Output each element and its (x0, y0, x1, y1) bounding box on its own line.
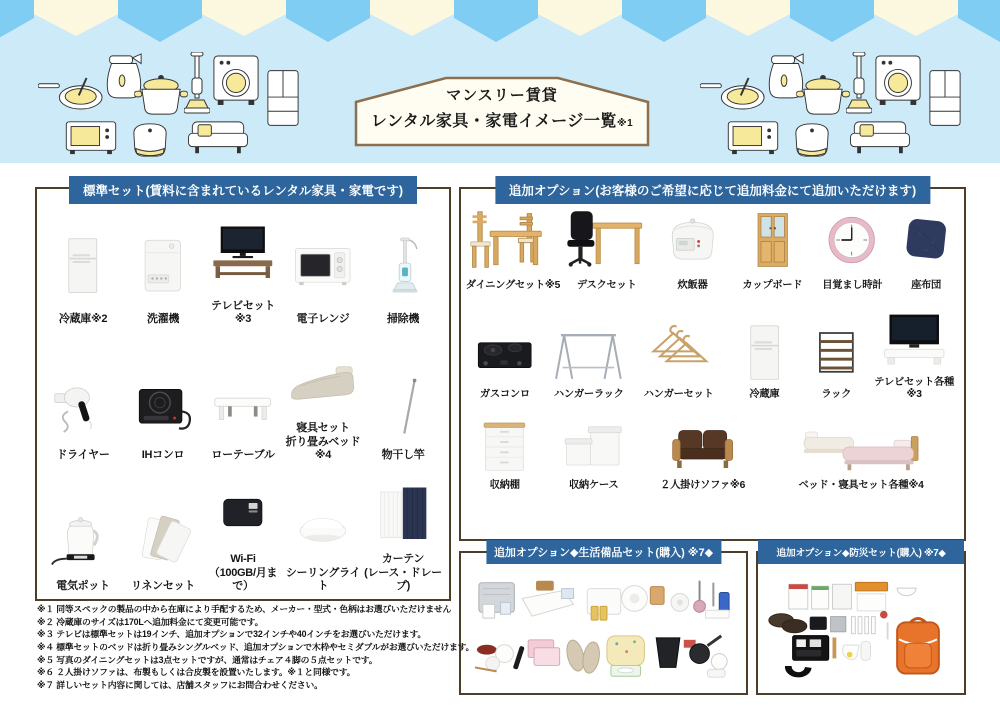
sofa-icon (186, 120, 250, 158)
item-microwave (283, 207, 363, 326)
item-label: 掃除機 (386, 312, 420, 325)
item-label: 収納ケース (568, 480, 619, 492)
options-row1 (461, 189, 964, 294)
item-label: 洗濯機 (146, 312, 180, 325)
item-curtain (363, 476, 443, 593)
options-header: 追加オプション(お客様のご希望に応じて追加料金にて追加いただけます) (495, 176, 930, 204)
item-tv-set-various (868, 308, 960, 401)
item-fridge-option (724, 308, 804, 401)
washer-icon (126, 222, 200, 310)
item-label: 座布団 (911, 280, 942, 291)
item-tv-set (203, 207, 283, 326)
curtain-icon (366, 478, 440, 550)
options-row2 (461, 294, 964, 403)
item-label: カーテン (381, 553, 425, 566)
bedding-icon (286, 341, 360, 419)
standard-set-grid (37, 189, 449, 599)
microwave-icon (726, 118, 780, 156)
options-section (459, 184, 966, 541)
hair-dryer-icon (46, 368, 120, 446)
item-label: 目覚まし時計 (822, 280, 883, 291)
footnote-7: ※７ 詳しいセット内容に関しては、店舗スタッフにお問合わせください。 (37, 679, 323, 690)
item-label: ベッド・寝具セット各種※4 (798, 480, 924, 492)
item-label: 電気ポット (56, 580, 110, 593)
item-rice-cooker (653, 203, 733, 292)
rice-cooker-icon (656, 203, 729, 277)
drum-washer-icon (874, 54, 922, 106)
tv-set-icon (872, 308, 956, 374)
disaster-kit-content (758, 553, 964, 693)
sofa-icon (648, 417, 757, 477)
item-electric-pot (43, 476, 123, 593)
pot-icon (796, 74, 850, 116)
item-label: 炊飯器 (677, 280, 708, 291)
footnote-6: ※６ ２人掛けソファは、布製もしくは合皮製を設置いたします。※１と同様です。 (37, 667, 356, 678)
hanger-set-icon (636, 320, 720, 386)
title-plaque (350, 74, 654, 148)
pot-icon (134, 74, 188, 116)
item-label: 寝具セット (296, 422, 350, 435)
item-laundry-pole (363, 340, 443, 463)
item-label: ハンガーラック (553, 389, 624, 401)
item-label: IHコンロ (141, 449, 185, 462)
linen-icon (126, 505, 200, 577)
frying-pan-icon (38, 74, 104, 113)
item-label: テレビセット各種※3 (874, 377, 954, 401)
disaster-kit-box (756, 548, 966, 695)
item-sublabel: 折り畳みベッド※4 (285, 436, 361, 462)
item-ih-stove (123, 340, 203, 463)
electric-pot-icon (46, 505, 120, 577)
standard-set-section (35, 184, 451, 601)
appliance-doodles-right (700, 48, 970, 160)
ih-stove-icon (126, 368, 200, 446)
item-storage-case (544, 417, 643, 492)
laundry-pole-icon (366, 368, 440, 446)
stick-vacuum-icon (184, 52, 210, 116)
item-fridge (43, 207, 123, 326)
fridge-icon (728, 320, 801, 386)
item-label: ダイニングセット※5 (465, 280, 561, 291)
item-shelf-rack (804, 308, 868, 401)
rice-cooker-icon (790, 120, 834, 158)
item-label: シーリングライト (285, 567, 361, 593)
disaster-kit-header: 追加オプション◆防災セット(購入) ※7◆ (758, 540, 964, 564)
cushion-icon (895, 203, 957, 277)
item-label: Wi-Fi (230, 553, 256, 566)
item-label: リネンセット (131, 580, 195, 593)
item-label: ２人掛けソファ※6 (660, 480, 746, 492)
item-label: 電子レンジ (296, 312, 350, 325)
item-loveseat-sofa (643, 417, 762, 492)
item-low-table (203, 340, 283, 463)
hanger-rack-icon (548, 320, 629, 386)
footnote-1: ※１ 同等スペックの製品の中から在庫により手配するため、メーカー・型式・色柄はお選びいただけません (37, 604, 452, 614)
fridge-icon (266, 68, 300, 128)
title-line1: マンスリー賃貸 (446, 87, 558, 104)
footnote-2: ※２ 冷蔵庫のサイズは170Lへ追加料金にて変更可能です。 (37, 616, 264, 627)
life-goods-header: 追加オプション◆生活備品セット(購入) ※7◆ (486, 540, 721, 564)
storage-chest-icon (468, 417, 541, 477)
item-label: デスクセット (576, 280, 637, 291)
sofa-icon (848, 120, 912, 158)
page-title (350, 84, 654, 131)
frying-pan-icon (700, 74, 766, 113)
beds-icon (766, 417, 956, 477)
item-label: 冷蔵庫 (749, 389, 780, 401)
item-desk-set (561, 203, 653, 292)
storage-case-icon (548, 417, 639, 477)
footnotes (37, 603, 475, 692)
footnote-5: ※５ 写真のダイニングセットは3点セットですが、通常はチェア４脚の５点セットです。 (37, 654, 378, 665)
standard-set-header: 標準セット(賃料に含まれているレンタル家具・家電です) (69, 176, 417, 204)
item-cupboard (732, 203, 812, 292)
ceiling-light-icon (286, 492, 360, 564)
item-label: カップボード (742, 280, 803, 291)
alarm-clock-icon (815, 203, 888, 277)
item-label: ガスコンロ (479, 389, 530, 401)
item-washer (123, 207, 203, 326)
microwave-icon (64, 118, 118, 156)
fridge-icon (928, 68, 962, 128)
item-label: ラック (821, 389, 852, 401)
footnote-4: ※４ 標準セットのベッドは折り畳みシングルベッド、追加オプションで木枠やセミダブルがお選びいただけます。 (37, 641, 475, 652)
gas-stove-icon (468, 320, 541, 386)
life-goods-box (459, 547, 748, 695)
item-label: 物干し竿 (381, 449, 425, 462)
item-label: テレビセット※3 (211, 299, 275, 325)
item-beds-bedding (762, 417, 960, 492)
item-dining-set (465, 203, 561, 292)
item-label: 収納棚 (489, 480, 520, 492)
item-vacuum (363, 207, 443, 326)
item-storage-chest (465, 417, 544, 492)
item-label: ローテーブル (211, 449, 275, 462)
footnote-3: ※３ テレビは標準セットは19インチ、追加オプションで32インチや40インチをお選びいただけます。 (37, 629, 426, 640)
title-note: ※1 (616, 118, 634, 129)
shelf-rack-icon (807, 320, 866, 386)
item-hanger-set (633, 308, 725, 401)
disaster-kit-collage (766, 578, 956, 678)
appliance-doodles-left (38, 48, 308, 160)
item-sublabel: （100GB/月まで） (208, 567, 278, 593)
item-bedding (283, 340, 363, 463)
item-alarm-clock (812, 203, 892, 292)
life-goods-content (461, 553, 746, 693)
item-label: 冷蔵庫※2 (58, 312, 108, 325)
life-goods-collage (471, 575, 737, 681)
item-cushion (892, 203, 960, 292)
dining-set-icon (469, 203, 557, 277)
item-label: ハンガーセット (643, 389, 714, 401)
item-linen-set (123, 476, 203, 593)
item-hair-dryer (43, 340, 123, 463)
item-wifi (203, 476, 283, 593)
item-gas-stove (465, 308, 545, 401)
microwave-icon (286, 222, 360, 310)
wifi-router-icon (206, 478, 280, 550)
desk-set-icon (564, 203, 648, 277)
title-line2: レンタル家具・家電イメージ一覧※1 (370, 113, 634, 130)
rice-cooker-icon (128, 120, 172, 158)
stick-vacuum-icon (846, 52, 872, 116)
drum-washer-icon (212, 54, 260, 106)
fridge-icon (46, 222, 120, 310)
item-sublabel: (レース・ドレープ) (364, 567, 442, 593)
vacuum-icon (366, 222, 440, 310)
tv-set-icon (206, 209, 280, 297)
item-ceiling-light (283, 476, 363, 593)
item-label: ドライヤー (56, 449, 110, 462)
low-table-icon (206, 368, 280, 446)
cupboard-icon (736, 203, 809, 277)
item-hanger-rack (545, 308, 633, 401)
options-row3 (461, 403, 964, 494)
